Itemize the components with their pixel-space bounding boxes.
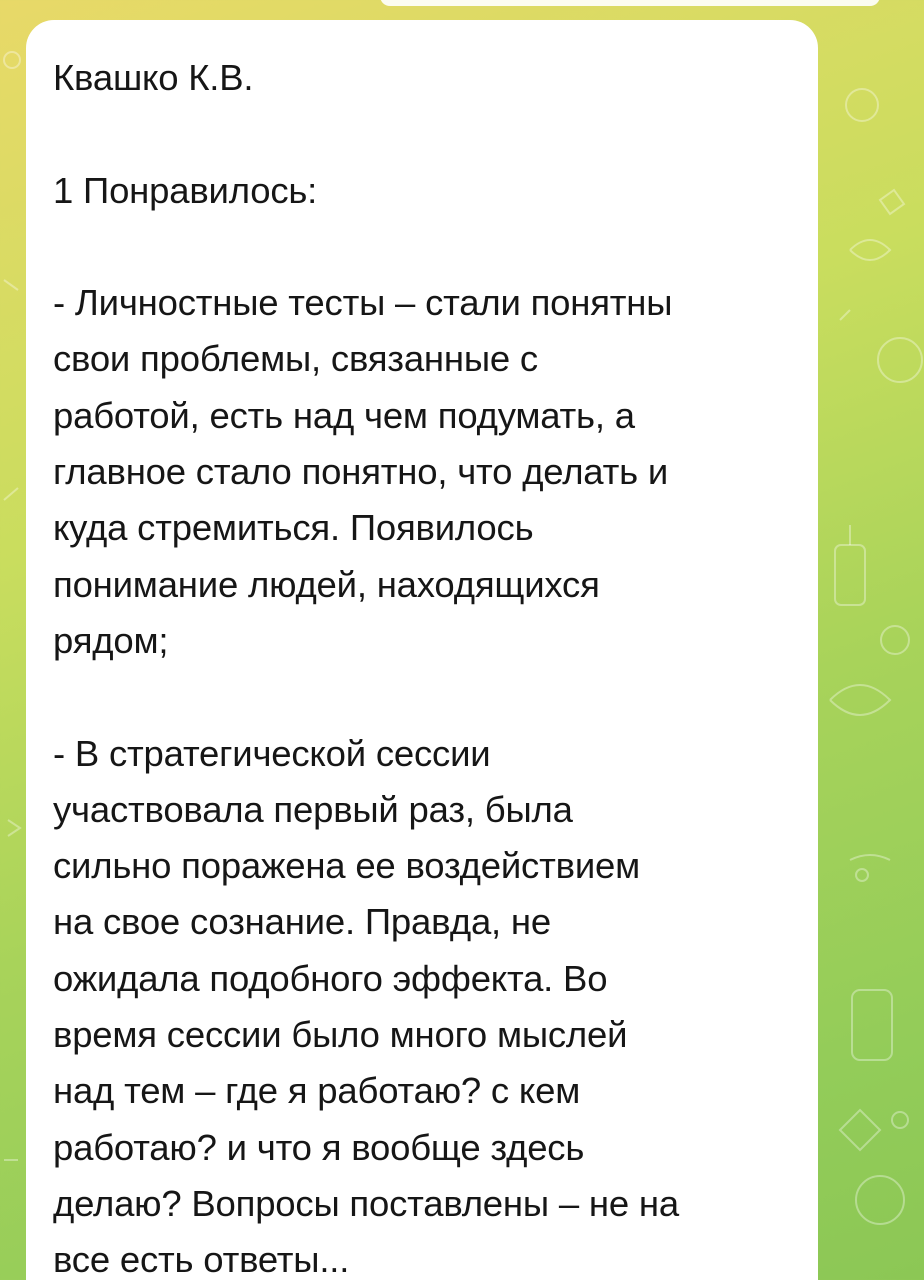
paragraph-line: понимание людей, находящихся xyxy=(53,563,600,605)
paragraph-line: над тем – где я работаю? с кем xyxy=(53,1070,581,1112)
paragraph-line: сильно поражена ее воздействием xyxy=(53,845,640,887)
message-bubble[interactable] xyxy=(26,20,818,1280)
paragraph-line: участвовала первый раз, была xyxy=(53,788,573,830)
paragraph-line: делаю? Вопросы поставлены – не на xyxy=(53,1182,679,1224)
paragraph-line: главное стало понятно, что делать и xyxy=(53,451,669,493)
spacer xyxy=(53,669,794,725)
paragraph-line: свои проблемы, связанные с xyxy=(53,338,538,380)
message-heading: 1 Понравилось: xyxy=(53,169,318,211)
paragraph-line: время сессии было много мыслей xyxy=(53,1014,628,1056)
paragraph-line: куда стремиться. Появилось xyxy=(53,507,534,549)
paragraph-line: - Личностные тесты – стали понятны xyxy=(53,282,673,324)
paragraph-line: - В стратегической сессии xyxy=(53,732,491,774)
previous-message-bubble-edge xyxy=(380,0,880,6)
spacer xyxy=(53,106,794,162)
paragraph-line: ожидала подобного эффекта. Во xyxy=(53,957,608,999)
paragraph-line: на свое сознание. Правда, не xyxy=(53,901,551,943)
spacer xyxy=(53,219,794,275)
paragraph-line: работой, есть над чем подумать, а xyxy=(53,394,635,436)
paragraph-line: рядом; xyxy=(53,619,169,661)
paragraph-line: все есть ответы... xyxy=(53,1239,350,1280)
message-author-line: Квашко К.В. xyxy=(53,57,254,98)
paragraph-line: работаю? и что я вообще здесь xyxy=(53,1126,585,1168)
